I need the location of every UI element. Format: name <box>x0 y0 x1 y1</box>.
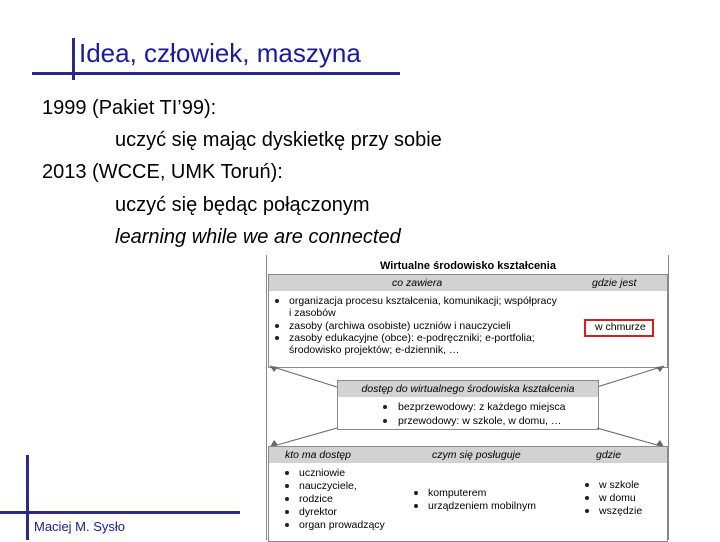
line-2013-sub: uczyć się będąc połączonym <box>115 194 370 216</box>
author-name: Maciej M. Sysło <box>34 519 126 534</box>
bottom-col1-header: kto ma dostęp <box>285 449 351 461</box>
top-col2-header: gdzie jest <box>592 277 637 289</box>
top-item: zasoby edukacyjne (obce): e-podręczniki; e-portfolia; <box>289 332 535 344</box>
middle-header: dostęp do wirtualnego środowiska kształcenia <box>361 383 575 395</box>
bullet <box>275 324 279 328</box>
top-item: środowisko projektów; e-dziennik, … <box>289 344 460 356</box>
who-item: uczniowie <box>299 467 346 479</box>
middle-header-bar <box>338 381 598 397</box>
bullet <box>285 471 289 475</box>
footer-horizontal-line <box>0 511 240 514</box>
top-where: w chmurze <box>595 321 646 333</box>
diagram-right-border <box>668 255 669 540</box>
where-item: w szkole <box>599 479 640 491</box>
where-item: wszędzie <box>599 505 643 517</box>
virtual-environment-diagram <box>262 255 672 540</box>
slide-title: Idea, człowiek, maszyna <box>79 38 361 68</box>
who-item: nauczyciele, <box>299 480 357 492</box>
bullet <box>414 504 418 508</box>
line-1999-sub: uczyć się mając dyskietkę przy sobie <box>115 129 442 151</box>
bullet <box>285 497 289 501</box>
bullet <box>275 336 279 340</box>
middle-item: przewodowy: w szkole, w domu, … <box>398 415 562 427</box>
who-item: dyrektor <box>299 506 337 518</box>
top-item: zasoby (archiwa osobiste) uczniów i nauczycieli <box>289 320 511 332</box>
top-item: organizacja procesu kształcenia, komunikacji; współpracy <box>289 295 557 307</box>
bullet <box>383 405 387 409</box>
diagram-left-border <box>266 255 267 540</box>
top-col1-header: co zawiera <box>392 277 443 289</box>
who-item: rodzice <box>299 493 333 505</box>
top-item: i zasobów <box>289 307 336 319</box>
bullet <box>285 484 289 488</box>
bottom-col2-header: czym się posługuje <box>432 449 521 461</box>
bullet <box>285 510 289 514</box>
bullet <box>383 419 387 423</box>
with-item: urządzeniem mobilnym <box>428 500 536 512</box>
title-underline <box>32 72 400 75</box>
bullet <box>414 491 418 495</box>
footer-vertical-line <box>26 455 29 540</box>
bottom-col3-header: gdzie <box>596 449 622 461</box>
who-item: organ prowadzący <box>299 519 385 531</box>
bullet <box>585 496 589 500</box>
line-1999: 1999 (Pakiet TI’99): <box>42 97 217 119</box>
middle-item: bezprzewodowy: z każdego miejsca <box>398 401 566 413</box>
diagram-title: Wirtualne środowisko kształcenia <box>380 260 556 272</box>
where-item: w domu <box>599 492 636 504</box>
bullet <box>275 299 279 303</box>
with-item: komputerem <box>428 487 487 499</box>
line-2013: 2013 (WCCE, UMK Toruń): <box>42 161 283 183</box>
line-english: learning while we are connected <box>115 226 401 248</box>
bullet <box>585 509 589 513</box>
bullet <box>285 523 289 527</box>
bullet <box>585 483 589 487</box>
